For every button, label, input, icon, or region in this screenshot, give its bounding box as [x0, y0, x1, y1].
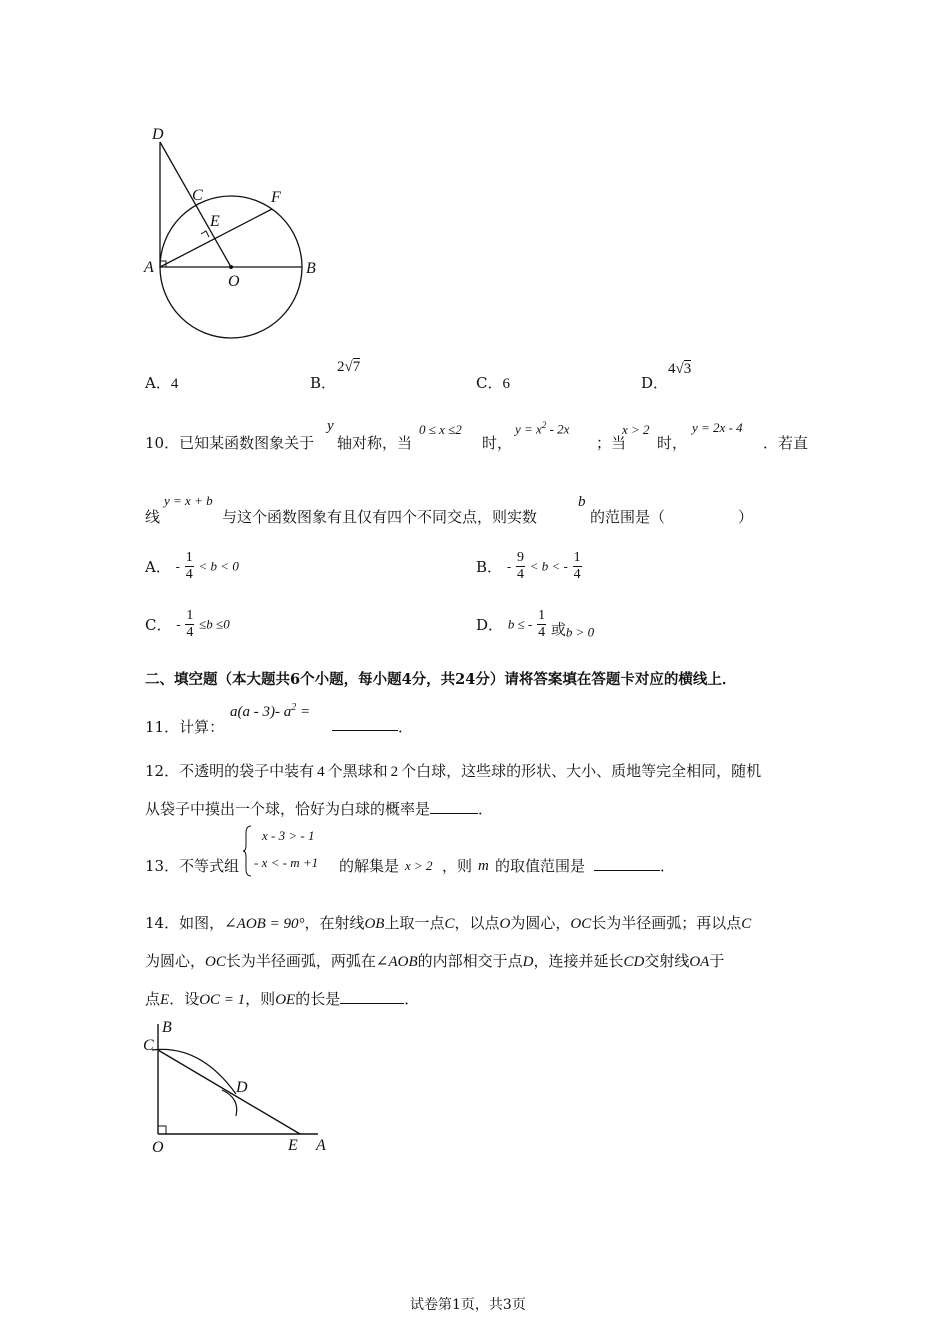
q14-math: OB — [364, 916, 385, 932]
numerator: 1 — [185, 550, 193, 565]
q10-text: 线 — [145, 508, 161, 526]
exponent: 2 — [291, 702, 297, 713]
q13-text: 的解集是 — [339, 857, 400, 875]
q10-formula-2: y = 2x - 4 — [692, 420, 743, 435]
q14-math: OC — [570, 916, 592, 932]
q14-math: ∠AOB — [375, 954, 418, 970]
q9-option-c — [476, 372, 510, 393]
q14-math: OC = 1 — [199, 992, 246, 1008]
q11-end: ． — [398, 718, 414, 736]
q12-number: 4 — [317, 764, 325, 780]
q10-text: 的范围是（ — [590, 508, 666, 526]
q10-formula-1 — [515, 420, 569, 437]
q10-text: ） — [738, 508, 754, 526]
denominator: 4 — [186, 625, 194, 640]
q10-text: 10．已知某函数图象关于 — [145, 434, 315, 452]
sqrt-symbol: √ — [675, 361, 684, 377]
q14-text: ，连接并延长 — [533, 952, 624, 970]
label-c: C — [143, 1037, 154, 1054]
formula-part: - 2x — [546, 421, 570, 437]
q14-math: ∠AOB = 90° — [224, 916, 305, 932]
label-b: B — [306, 260, 316, 277]
label-e: E — [288, 1137, 298, 1154]
q14-math: E — [160, 992, 170, 1008]
q10-text: 时， — [657, 434, 688, 452]
q13-inequality-1: x - 3 > - 1 — [262, 828, 315, 843]
q14-line-1 — [145, 912, 751, 933]
q14-text: ，以点 — [454, 914, 500, 932]
q14-math: C — [444, 916, 455, 932]
q12-text: 个黑球和 — [327, 762, 388, 780]
q12-end: ． — [478, 800, 494, 818]
q14-math: OE — [275, 992, 296, 1008]
q12-line-2 — [145, 798, 493, 819]
option-sign: - — [506, 558, 512, 574]
label-a: A — [316, 1137, 326, 1154]
label-o: O — [228, 273, 240, 290]
label-c: C — [192, 187, 203, 204]
q10-text: 轴对称，当 — [337, 434, 413, 452]
right-angle-o — [158, 1126, 166, 1134]
q14-math: C — [741, 916, 752, 932]
label-b: B — [162, 1019, 172, 1036]
denominator: 4 — [516, 567, 524, 582]
q14-math: D — [522, 954, 534, 970]
q10-text: ；当 — [596, 434, 627, 452]
q10-var-b: b — [578, 494, 586, 510]
numerator: 1 — [538, 608, 546, 623]
label-d: D — [152, 126, 164, 143]
q14-line-2 — [145, 950, 724, 971]
q10-condition-1: 0 ≤ x ≤2 — [419, 422, 462, 437]
q13-var-m: m — [478, 858, 489, 874]
radicand: 3 — [683, 361, 692, 377]
q14-text: 的内部相交于点 — [417, 952, 523, 970]
q14-answer-blank[interactable] — [340, 991, 404, 1004]
q14-text: 于 — [709, 952, 725, 970]
denominator: 4 — [185, 567, 193, 582]
q13-answer-blank[interactable] — [594, 858, 660, 871]
radical-coefficient: 2 — [337, 359, 345, 375]
label-a: A — [144, 259, 154, 276]
option-letter: C． — [145, 616, 172, 634]
option-inequality: < b < 0 — [198, 558, 239, 574]
q14-text: ．设 — [169, 990, 200, 1008]
q14-math: O — [499, 916, 511, 932]
q14-end: ． — [404, 990, 420, 1008]
q13-label: 13．不等式组 — [145, 857, 240, 875]
option-letter: D． — [641, 374, 669, 392]
q9-option-d — [641, 372, 668, 393]
q10-text: 时， — [482, 434, 513, 452]
figure-circle-tangent — [140, 120, 340, 370]
q14-text: ，在射线 — [304, 914, 365, 932]
option-letter: A． — [145, 558, 171, 576]
brace-icon — [243, 825, 253, 877]
q14-math: OA — [689, 954, 710, 970]
right-angle-e — [201, 231, 209, 237]
q14-text: 14．如图， — [145, 914, 225, 932]
option-inequality: b > 0 — [565, 624, 595, 640]
option-sign: - — [176, 616, 181, 632]
option-inequality: b ≤ - — [507, 616, 533, 632]
label-e: E — [210, 213, 220, 230]
q11-label: 11．计算： — [145, 718, 225, 736]
fraction — [516, 550, 525, 583]
numerator: 9 — [516, 550, 524, 565]
fraction — [185, 608, 194, 641]
q10-text: 与这个函数图象有且仅有四个不同交点，则实数 — [222, 508, 538, 526]
center-dot — [229, 265, 233, 269]
radical-coefficient: 4 — [668, 361, 676, 377]
formula-exponent: 2 — [541, 420, 547, 430]
q11-answer-blank[interactable] — [332, 718, 398, 731]
q9-option-a — [145, 372, 178, 393]
option-inequality: < b < - — [529, 558, 568, 574]
option-value: 4 — [170, 376, 179, 392]
option-letter: C． — [476, 374, 503, 392]
q14-line-3 — [145, 988, 419, 1009]
q14-text: 长为半径画弧，两弧在 — [225, 952, 376, 970]
q14-text: 长为半径画弧；再以点 — [591, 914, 742, 932]
numerator: 1 — [573, 550, 581, 565]
q12-text: 12．不透明的袋子中装有 — [145, 762, 315, 780]
q13-inequality-2: - x < - m +1 — [254, 855, 319, 870]
q14-text: 上取一点 — [384, 914, 445, 932]
page-footer: 试卷第1页，共3页 — [410, 1297, 526, 1313]
q14-math: OC — [205, 954, 226, 970]
q10-option-c — [145, 608, 230, 641]
q14-text: 为圆心， — [145, 952, 206, 970]
option-letter: B． — [310, 374, 337, 392]
q12-answer-blank[interactable] — [430, 801, 478, 814]
q10-condition-2: x > 2 — [622, 422, 650, 437]
option-value: 6 — [502, 376, 510, 392]
q12-line-1 — [145, 760, 761, 781]
q10-option-d — [476, 608, 594, 641]
q14-math: CD — [623, 954, 645, 970]
fraction — [185, 550, 194, 583]
option-inequality: ≤b ≤0 — [199, 616, 230, 632]
q14-text: 的长是 — [295, 990, 341, 1008]
q10-var-y: y — [327, 418, 334, 434]
option-letter: A． — [145, 374, 171, 392]
q11-expression — [230, 702, 310, 721]
option-letter: B． — [476, 558, 503, 576]
option-or: 或 — [550, 620, 566, 639]
section-heading: 二、填空题（本大题共6个小题，每小题4分，共24分）请将答案填在答题卡对应的横线上． — [145, 671, 737, 688]
q12-text: 个白球，这些球的形状、大小、质地等完全相同，随机 — [401, 762, 762, 780]
q10-line-equation: y = x + b — [164, 493, 213, 508]
radicand: 7 — [352, 359, 361, 375]
sqrt-symbol: √ — [344, 359, 353, 375]
q12-number: 2 — [390, 764, 399, 780]
formula-part: y = x — [515, 421, 542, 437]
q9-option-b-value — [337, 359, 360, 376]
q12-text: 从袋子中摸出一个球，恰好为白球的概率是 — [145, 800, 431, 818]
denominator: 4 — [573, 567, 581, 582]
q14-text: 为圆心， — [510, 914, 571, 932]
system-brace — [243, 825, 253, 877]
option-letter: D． — [476, 616, 504, 634]
denominator: 4 — [538, 625, 546, 640]
q13-end: ． — [660, 857, 676, 875]
q14-text: 交射线 — [644, 952, 690, 970]
equals: = — [296, 704, 311, 720]
option-sign: - — [175, 558, 180, 574]
expression: a(a - 3)- a — [230, 704, 292, 720]
label-d: D — [236, 1079, 248, 1096]
q13-solution: x > 2 — [405, 858, 433, 873]
label-f: F — [271, 189, 281, 206]
arc-center-c — [222, 1090, 237, 1116]
q13-text: ，则 — [442, 857, 473, 875]
fraction — [537, 608, 546, 641]
label-o: O — [152, 1139, 164, 1154]
q10-option-b — [476, 550, 582, 583]
q9-option-b — [310, 372, 336, 393]
q13-text: 的取值范围是 — [495, 857, 586, 875]
q14-text: 点 — [145, 990, 161, 1008]
segment-ce — [158, 1050, 300, 1134]
q14-text: ，则 — [245, 990, 276, 1008]
q10-text: ．若直 — [763, 434, 809, 452]
fraction — [573, 550, 582, 583]
figure-right-angle-arcs — [140, 1014, 340, 1154]
q9-option-d-value — [668, 361, 691, 378]
numerator: 1 — [186, 608, 194, 623]
q10-option-a — [145, 550, 239, 583]
